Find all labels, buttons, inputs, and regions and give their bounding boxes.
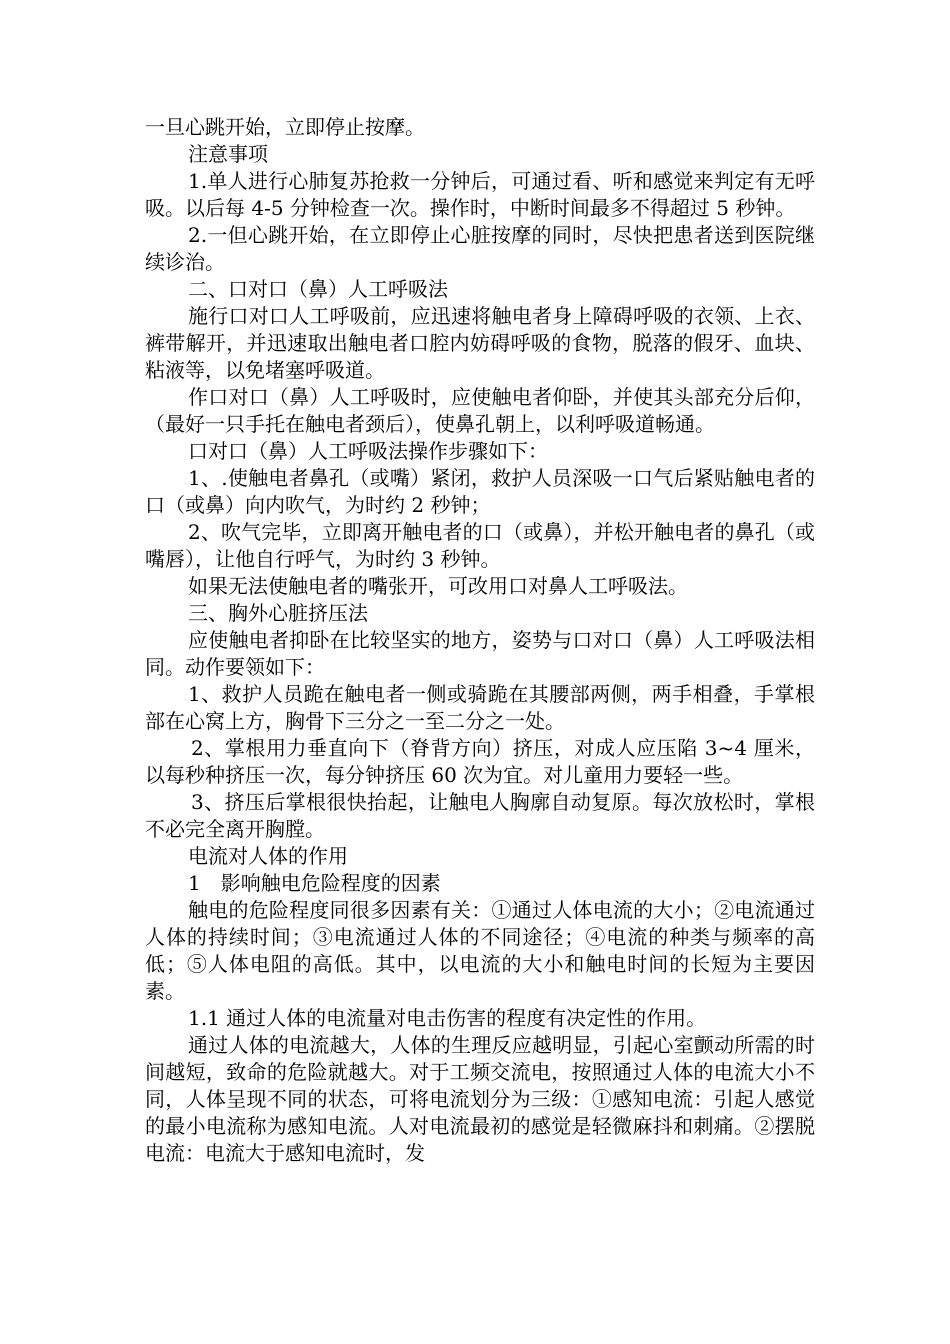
- subsection-heading: 1 影响触电危险程度的因素: [188, 871, 441, 895]
- paragraph: 3、挤压后掌根很快抬起，让触电人胸廓自动复原。每次放松时，掌根不必完全离开胸膛。: [145, 790, 815, 841]
- paragraph: 1、救护人员跪在触电者一侧或骑跪在其腰部两侧，两手相叠，手掌根部在心窝上方，胸骨下三分之一至二分之一处。: [145, 682, 815, 733]
- paragraph: 通过人体的电流越大，人体的生理反应越明显，引起心室颤动所需的时间越短，致命的危险就越大。对于工频交流电，按照通过人体的电流大小不同，人体呈现不同的状态，可将电流划分为三级：①感知电流：引起人感觉的最小电流称为感知电流。人对电流最初的感觉是轻微麻抖和刺痛。②摆脱电流：电流大于感知电流时，发: [145, 1033, 815, 1165]
- section-heading: 电流对人体的作用: [188, 844, 348, 868]
- paragraph: 2、掌根用力垂直向下（脊背方向）挤压，对成人应压陷 3~4 厘米，以每秒种挤压一次，每分钟挤压 60 次为宜。对儿童用力要轻一些。: [145, 736, 815, 787]
- paragraph: 一旦心跳开始，立即停止按摩。: [145, 115, 425, 139]
- paragraph: 2.一但心跳开始，在立即停止心脏按摩的同时，尽快把患者送到医院继续诊治。: [145, 223, 815, 274]
- document-page: [145, 114, 815, 1167]
- paragraph: 1.单人进行心肺复苏抢救一分钟后，可通过看、听和感觉来判定有无呼吸。以后每 4-5 分钟检查一次。操作时，中断时间最多不得超过 5 秒钟。: [145, 169, 815, 220]
- paragraph: 2、吹气完毕，立即离开触电者的口（或鼻），并松开触电者的鼻孔（或嘴唇），让他自行呼气，为时约 3 秒钟。: [145, 520, 815, 571]
- paragraph: 1.1 通过人体的电流量对电击伤害的程度有决定性的作用。: [188, 1006, 707, 1030]
- paragraph: 1、.使触电者鼻孔（或嘴）紧闭，救护人员深吸一口气后紧贴触电者的口（或鼻）向内吹气，为时约 2 秒钟；: [145, 466, 815, 517]
- section-heading: 二、口对口（鼻）人工呼吸法: [188, 277, 448, 301]
- paragraph: 口对口（鼻）人工呼吸法操作步骤如下：: [188, 439, 548, 463]
- paragraph: 作口对口（鼻）人工呼吸时，应使触电者仰卧，并使其头部充分后仰，（最好一只手托在触电者颈后），使鼻孔朝上，以利呼吸道畅通。: [145, 385, 815, 436]
- paragraph: 施行口对口人工呼吸前，应迅速将触电者身上障碍呼吸的衣领、上衣、裤带解开，并迅速取出触电者口腔内妨碍呼吸的食物，脱落的假牙、血块、粘液等，以免堵塞呼吸道。: [145, 304, 815, 382]
- paragraph: 触电的危险程度同很多因素有关：①通过人体电流的大小；②电流通过人体的持续时间；③电流通过人体的不同途径；④电流的种类与频率的高低；⑤人体电阻的高低。其中，以电流的大小和触电时间的长短为主要因素。: [145, 898, 815, 1003]
- paragraph: 应使触电者抑卧在比较坚实的地方，姿势与口对口（鼻）人工呼吸法相同。动作要领如下：: [145, 628, 815, 679]
- section-heading: 三、胸外心脏挤压法: [188, 601, 368, 625]
- paragraph: 如果无法使触电者的嘴张开，可改用口对鼻人工呼吸法。: [188, 574, 688, 598]
- paragraph: 注意事项: [188, 142, 268, 166]
